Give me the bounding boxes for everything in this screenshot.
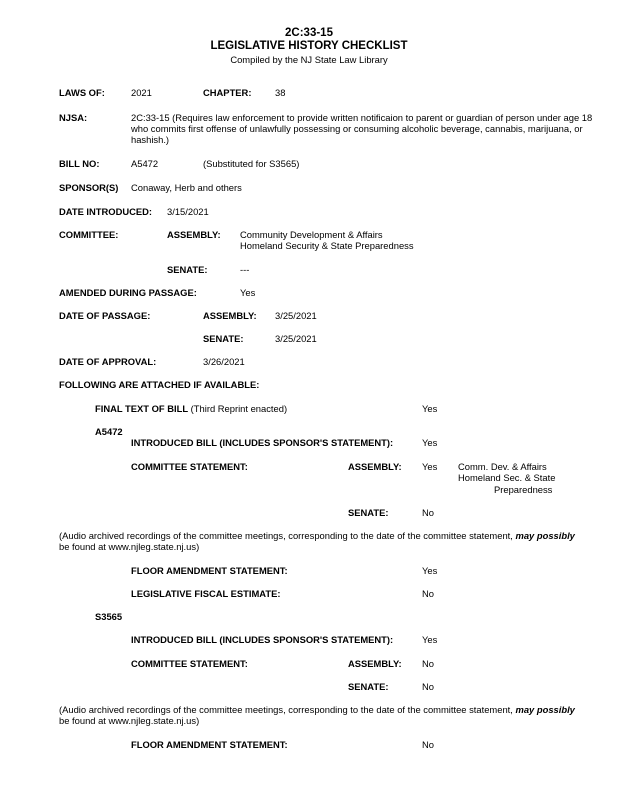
final-text-label: FINAL TEXT OF BILL <box>95 403 189 414</box>
s3565-floor-label: FLOOR AMENDMENT STATEMENT: <box>131 739 288 750</box>
s3565-committee-assembly-label: ASSEMBLY: <box>348 658 402 669</box>
sponsors-value: Conaway, Herb and others <box>131 182 242 193</box>
final-text-note: (Third Reprint enacted) <box>190 403 288 414</box>
date-of-passage-label: DATE OF PASSAGE: <box>59 310 151 321</box>
passage-assembly-label: ASSEMBLY: <box>203 310 257 321</box>
a5472-committee-note-1: Comm. Dev. & Affairs <box>458 461 547 472</box>
audio-note-2-line-2: be found at www.njleg.state.nj.us) <box>59 715 200 726</box>
a5472-committee-assembly-value: Yes <box>422 461 438 472</box>
bill-no-value: A5472 <box>131 158 159 169</box>
a5472-committee-note-3: Preparedness <box>494 484 553 495</box>
a5472-heading: A5472 <box>95 426 123 437</box>
passage-senate-label: SENATE: <box>203 333 244 344</box>
a5472-floor-value: Yes <box>422 565 438 576</box>
committee-senate-value: --- <box>240 264 250 275</box>
njsa-label: NJSA: <box>59 112 88 123</box>
date-of-approval-value: 3/26/2021 <box>203 356 245 367</box>
a5472-committee-assembly-label: ASSEMBLY: <box>348 461 402 472</box>
date-introduced-label: DATE INTRODUCED: <box>59 206 153 217</box>
committee-assembly-line-2: Homeland Security & State Preparedness <box>240 240 414 251</box>
bill-no-label: BILL NO: <box>59 158 100 169</box>
bill-substitution-note: (Substituted for S3565) <box>203 158 300 169</box>
audio-note-text: (Audio archived recordings of the committee meetings, corresponding to the date of the committee statement, <box>59 530 516 541</box>
a5472-fiscal-value: No <box>422 588 434 599</box>
njsa-description: 2C:33-15 (Requires law enforcement to provide written notificaion to parent or guardian of person under age 18 who commits first offense of unlawfully possessing or consuming alcoholic beverage, cannabis, marijuana, or hashish.) <box>131 112 593 145</box>
a5472-introduced-label: INTRODUCED BILL (INCLUDES SPONSOR'S STATEMENT): <box>131 437 394 448</box>
audio-note-emphasis: may possibly <box>515 530 575 541</box>
a5472-floor-label: FLOOR AMENDMENT STATEMENT: <box>131 565 288 576</box>
audio-note-line-1 <box>59 530 575 541</box>
document-subtitle: Compiled by the NJ State Law Library <box>230 54 388 65</box>
audio-note-2-line-1 <box>59 704 575 715</box>
audio-note-2-emphasis: may possibly <box>515 704 575 715</box>
final-text-row <box>95 403 287 414</box>
committee-senate-label: SENATE: <box>167 264 208 275</box>
s3565-committee-assembly-value: No <box>422 658 434 669</box>
sponsors-label: SPONSOR(S) <box>59 182 119 193</box>
s3565-heading: S3565 <box>95 611 123 622</box>
passage-assembly-value: 3/25/2021 <box>275 310 317 321</box>
committee-assembly-label: ASSEMBLY: <box>167 229 221 240</box>
document-title: LEGISLATIVE HISTORY CHECKLIST <box>210 40 408 52</box>
s3565-committee-label: COMMITTEE STATEMENT: <box>131 658 248 669</box>
amended-label: AMENDED DURING PASSAGE: <box>59 287 197 298</box>
chapter-value: 38 <box>275 87 286 98</box>
s3565-floor-value: No <box>422 739 434 750</box>
a5472-committee-senate-label: SENATE: <box>348 507 389 518</box>
date-introduced-value: 3/15/2021 <box>167 206 209 217</box>
attached-heading: FOLLOWING ARE ATTACHED IF AVAILABLE: <box>59 379 260 390</box>
final-text-value: Yes <box>422 403 438 414</box>
a5472-committee-senate-value: No <box>422 507 434 518</box>
s3565-committee-senate-value: No <box>422 681 434 692</box>
chapter-label: CHAPTER: <box>203 87 252 98</box>
a5472-introduced-value: Yes <box>422 437 438 448</box>
audio-note-2-text: (Audio archived recordings of the committee meetings, corresponding to the date of the committee statement, <box>59 704 516 715</box>
s3565-introduced-label: INTRODUCED BILL (INCLUDES SPONSOR'S STATEMENT): <box>131 634 394 645</box>
a5472-fiscal-label: LEGISLATIVE FISCAL ESTIMATE: <box>131 588 281 599</box>
a5472-committee-label: COMMITTEE STATEMENT: <box>131 461 248 472</box>
s3565-introduced-value: Yes <box>422 634 438 645</box>
statute-heading: 2C:33-15 <box>285 27 333 39</box>
date-of-approval-label: DATE OF APPROVAL: <box>59 356 157 367</box>
laws-of-label: LAWS OF: <box>59 87 105 98</box>
s3565-committee-senate-label: SENATE: <box>348 681 389 692</box>
amended-value: Yes <box>240 287 256 298</box>
committee-label: COMMITTEE: <box>59 229 119 240</box>
audio-note-line-2: be found at www.njleg.state.nj.us) <box>59 541 200 552</box>
passage-senate-value: 3/25/2021 <box>275 333 317 344</box>
laws-of-value: 2021 <box>131 87 152 98</box>
committee-assembly-line-1: Community Development & Affairs <box>240 229 383 240</box>
a5472-committee-note-2: Homeland Sec. & State <box>458 472 556 483</box>
